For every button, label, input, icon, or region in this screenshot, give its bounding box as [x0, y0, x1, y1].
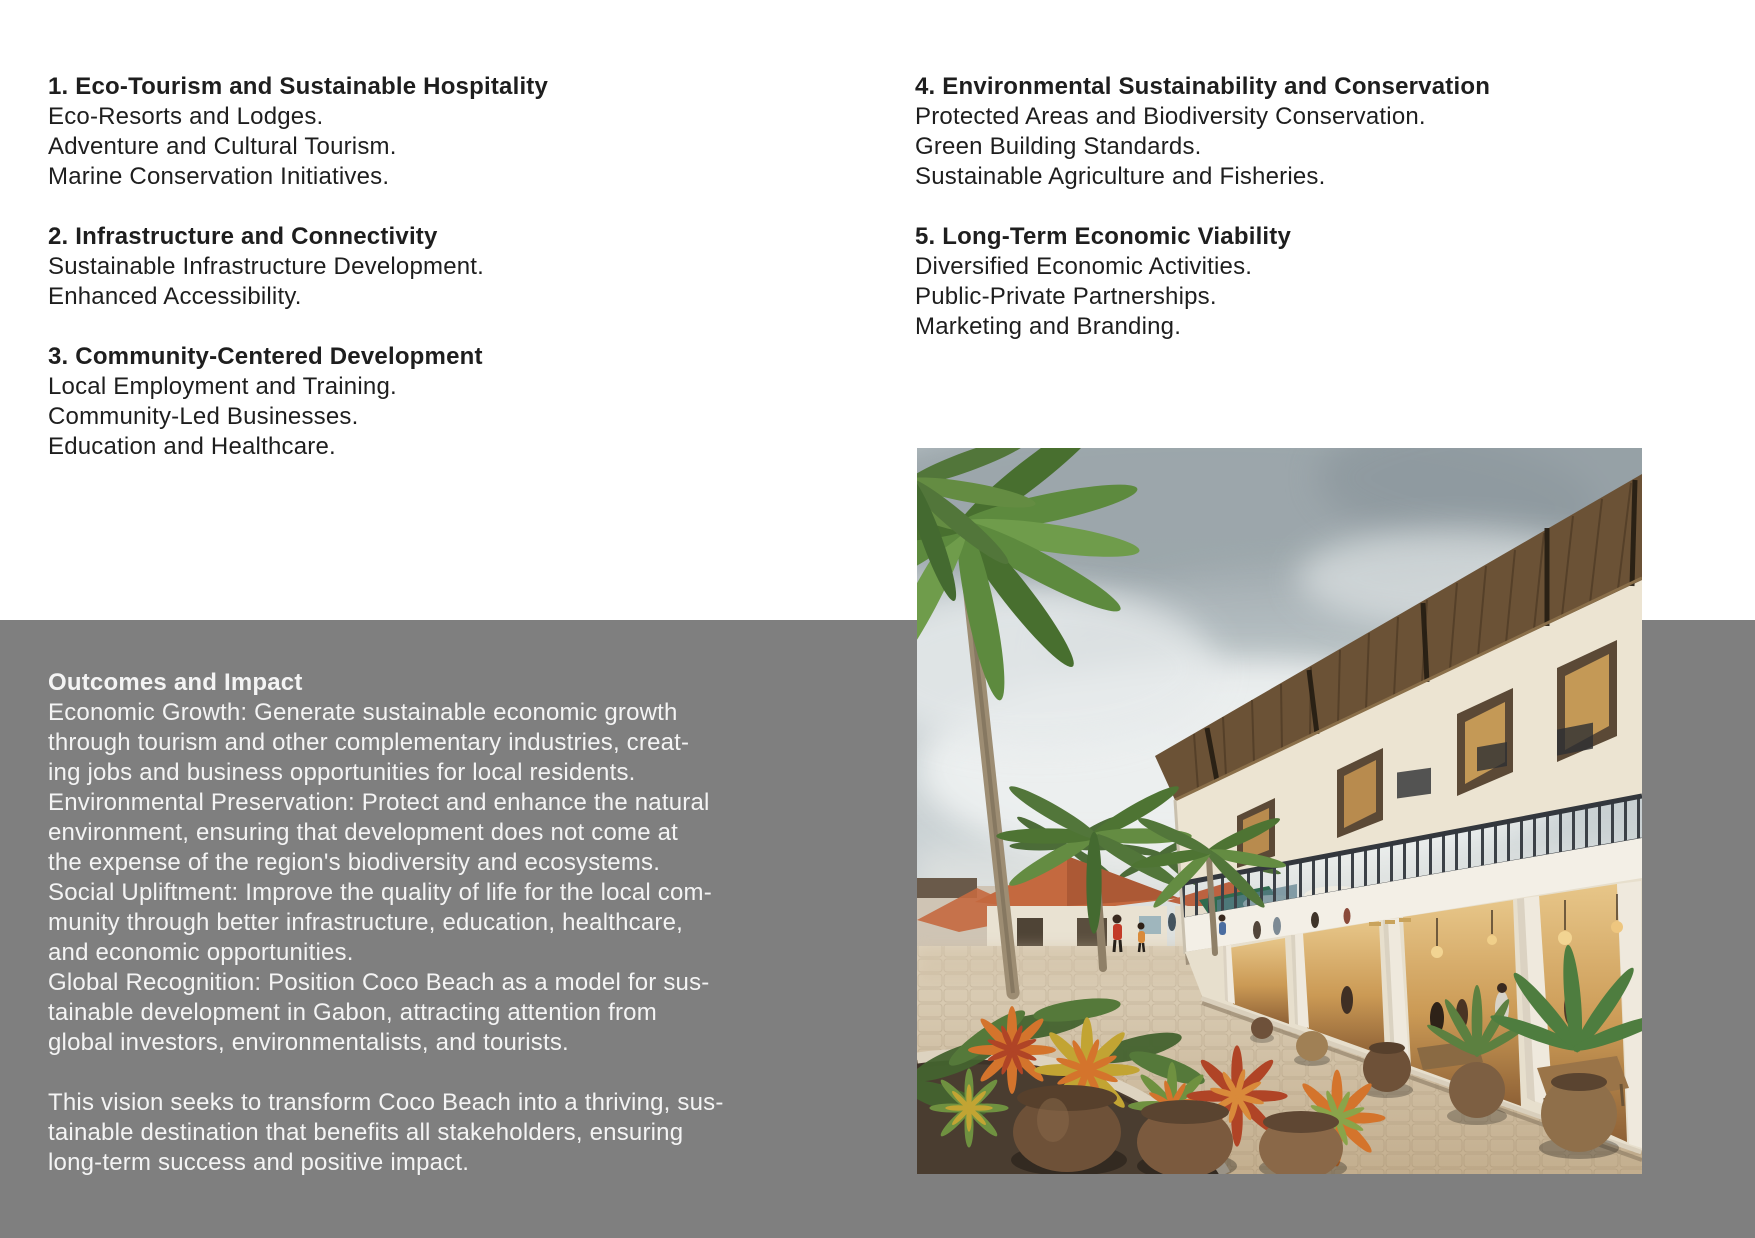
- outcomes-block: [48, 668, 878, 1178]
- section-item: Adventure and Cultural Tourism.: [48, 133, 397, 160]
- text-line: long-term success and positive impact.: [48, 1149, 470, 1176]
- section-item: Public-Private Partnerships.: [915, 283, 1217, 310]
- section-title: 2. Infrastructure and Connectivity: [48, 223, 438, 250]
- text-line: munity through better infrastructure, education, healthcare,: [48, 909, 684, 936]
- section-items: [48, 252, 828, 312]
- section-items: [915, 252, 1745, 342]
- section-title: 1. Eco-Tourism and Sustainable Hospitality: [48, 73, 549, 100]
- outcomes-body: [48, 698, 878, 1058]
- section-item: Green Building Standards.: [915, 133, 1202, 160]
- text-line: through tourism and other complementary industries, creat-: [48, 729, 690, 756]
- section: [48, 342, 828, 462]
- section: [915, 72, 1745, 192]
- market-photo-svg: [917, 448, 1642, 1174]
- section-item: Marketing and Branding.: [915, 313, 1182, 340]
- section-title: 5. Long-Term Economic Viability: [915, 223, 1292, 250]
- section-item: Eco-Resorts and Lodges.: [48, 103, 324, 130]
- section-items: [915, 102, 1745, 192]
- section: [48, 222, 828, 312]
- text-line: This vision seeks to transform Coco Beach into a thriving, sus-: [48, 1089, 724, 1116]
- text-line: Economic Growth: Generate sustainable economic growth: [48, 699, 678, 726]
- text-line: Global Recognition: Position Coco Beach as a model for sus-: [48, 969, 710, 996]
- text-line: tainable destination that benefits all stakeholders, ensuring: [48, 1119, 684, 1146]
- left-column: [48, 72, 828, 492]
- right-column: [915, 72, 1745, 372]
- section-item: Community-Led Businesses.: [48, 403, 359, 430]
- text-line: ing jobs and business opportunities for local residents.: [48, 759, 636, 786]
- section-item: Education and Healthcare.: [48, 433, 336, 460]
- section-item: Diversified Economic Activities.: [915, 253, 1253, 280]
- section-item: Protected Areas and Biodiversity Conservation.: [915, 103, 1426, 130]
- section-items: [48, 372, 828, 462]
- text-line: Environmental Preservation: Protect and enhance the natural: [48, 789, 710, 816]
- outcomes-title: Outcomes and Impact: [48, 669, 303, 696]
- section-item: Sustainable Agriculture and Fisheries.: [915, 163, 1326, 190]
- text-line: global investors, environmentalists, and tourists.: [48, 1029, 569, 1056]
- section-item: Sustainable Infrastructure Development.: [48, 253, 485, 280]
- closing-paragraph: [48, 1088, 878, 1178]
- text-line: the expense of the region's biodiversity and ecosystems.: [48, 849, 661, 876]
- section-title: 4. Environmental Sustainability and Conservation: [915, 73, 1491, 100]
- market-photo: [917, 448, 1642, 1174]
- text-line: tainable development in Gabon, attracting attention from: [48, 999, 657, 1026]
- section-item: Marine Conservation Initiatives.: [48, 163, 390, 190]
- section-title: 3. Community-Centered Development: [48, 343, 483, 370]
- text-line: environment, ensuring that development does not come at: [48, 819, 679, 846]
- text-line: and economic opportunities.: [48, 939, 354, 966]
- section-items: [48, 102, 828, 192]
- section-item: Local Employment and Training.: [48, 373, 397, 400]
- text-line: Social Upliftment: Improve the quality of life for the local com-: [48, 879, 712, 906]
- section-item: Enhanced Accessibility.: [48, 283, 302, 310]
- section: [915, 222, 1745, 342]
- section: [48, 72, 828, 192]
